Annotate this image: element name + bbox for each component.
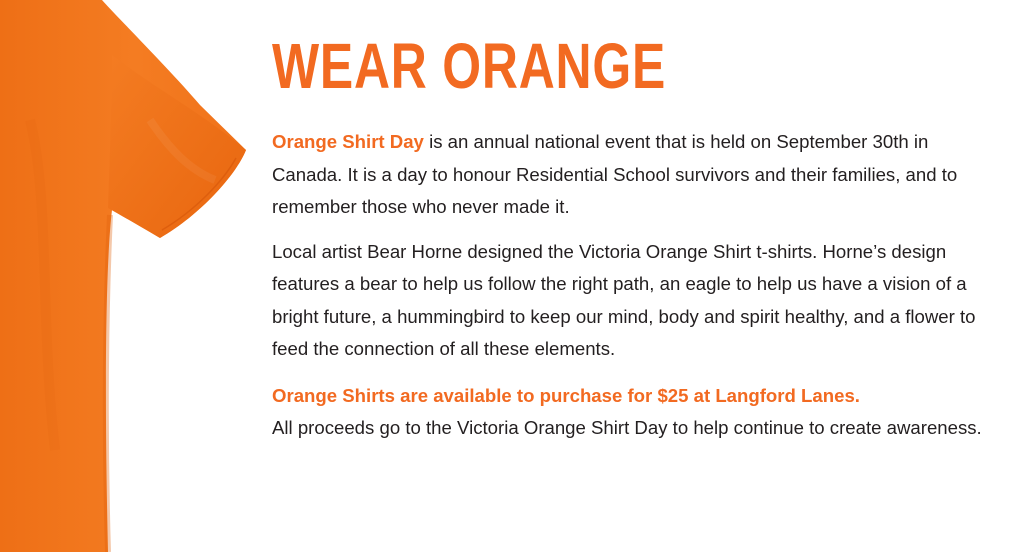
design-paragraph bbox=[272, 236, 992, 366]
intro-text: is an annual national event that is held on September 30th in Canada. It is a day to honour Residential School survivors and their families, and to remember those who never made it. bbox=[272, 131, 958, 217]
purchase-highlight: Orange Shirts are available to purchase for $25 at Langford Lanes. bbox=[272, 384, 860, 406]
text-content bbox=[272, 28, 992, 457]
orange-shirt-day-highlight: Orange Shirt Day bbox=[272, 131, 424, 152]
orange-t-shirt-image bbox=[0, 0, 250, 552]
intro-paragraph bbox=[272, 126, 992, 224]
purchase-text: All proceeds go to the Victoria Orange Shirt Day to help continue to create awareness. bbox=[272, 417, 982, 438]
page-title: WEAR ORANGE bbox=[272, 30, 667, 102]
design-text: Local artist Bear Horne designed the Victoria Orange Shirt t-shirts. Horne’s design features a bear to help us follow the right path, an eagle to help us have a vision of a bright future, a hummingbird to keep our mind, body and spirit healthy, and a flower to feed the connection of all these elements. bbox=[272, 240, 976, 359]
purchase-paragraph bbox=[272, 380, 992, 445]
